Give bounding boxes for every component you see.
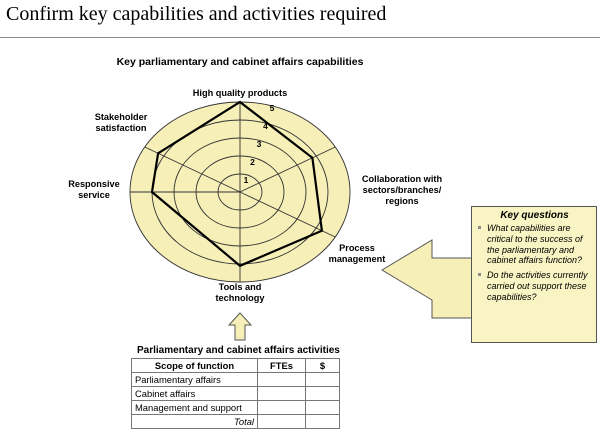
key-question-item: Do the activities currently carried out support these capabilities?	[477, 270, 592, 302]
axis-label-stakeholder-line1: Stakeholder	[94, 112, 148, 122]
axis-label-collab-line2: sectors/branches/	[362, 185, 442, 195]
table-row	[132, 387, 340, 401]
scale-label-2: 2	[250, 157, 255, 167]
axis-label-stakeholder-line2: satisfaction	[95, 123, 147, 133]
axis-label-process-line1: Process	[339, 243, 375, 253]
activities-table	[131, 358, 340, 429]
header-ftes: FTEs	[258, 359, 306, 373]
activities-title: Parliamentary and cabinet affairs activities	[137, 345, 340, 356]
total-label: Total	[132, 415, 258, 429]
row-ftes	[258, 401, 306, 415]
table-total-row	[132, 415, 340, 429]
bullet-icon	[478, 273, 481, 276]
row-ftes	[258, 373, 306, 387]
header-scope: Scope of function	[132, 359, 258, 373]
scale-label-1: 1	[243, 175, 249, 185]
row-dollars	[306, 373, 340, 387]
key-question-item: What capabilities are critical to the success of the parliamentary and cabinet affairs function?	[477, 223, 592, 266]
key-questions-callout	[471, 206, 597, 343]
row-label: Cabinet affairs	[132, 387, 258, 401]
axis-label-process-line2: management	[328, 254, 386, 264]
scale-label-4: 4	[263, 121, 268, 131]
bullet-icon	[478, 226, 481, 229]
row-dollars	[306, 387, 340, 401]
key-questions-title: Key questions	[500, 210, 569, 221]
axis-label-tools-line2: technology	[215, 293, 265, 303]
row-ftes	[258, 387, 306, 401]
table-header-row	[132, 359, 340, 373]
table-row	[132, 401, 340, 415]
table-row	[132, 373, 340, 387]
row-label: Parliamentary affairs	[132, 373, 258, 387]
axis-label-responsive-line2: service	[78, 190, 110, 200]
header-dollars: $	[306, 359, 340, 373]
row-label: Management and support	[132, 401, 258, 415]
axis-label-tools-line1: Tools and	[218, 282, 262, 292]
axis-label-collab-line3: regions	[385, 196, 419, 206]
total-dollars	[306, 415, 340, 429]
row-dollars	[306, 401, 340, 415]
callout-arrow	[382, 240, 473, 318]
scale-label-5: 5	[269, 103, 275, 113]
axis-label-responsive-line1: Responsive	[68, 179, 120, 189]
page-title: Confirm key capabilities and activities required	[6, 3, 387, 25]
total-ftes	[258, 415, 306, 429]
chart-title: Key parliamentary and cabinet affairs capabilities	[116, 56, 364, 68]
scale-label-3: 3	[256, 139, 262, 149]
axis-label-collab-line1: Collaboration with	[361, 174, 443, 184]
activities-up-arrow	[229, 313, 251, 340]
axis-label-high-quality: High quality products	[192, 88, 288, 98]
